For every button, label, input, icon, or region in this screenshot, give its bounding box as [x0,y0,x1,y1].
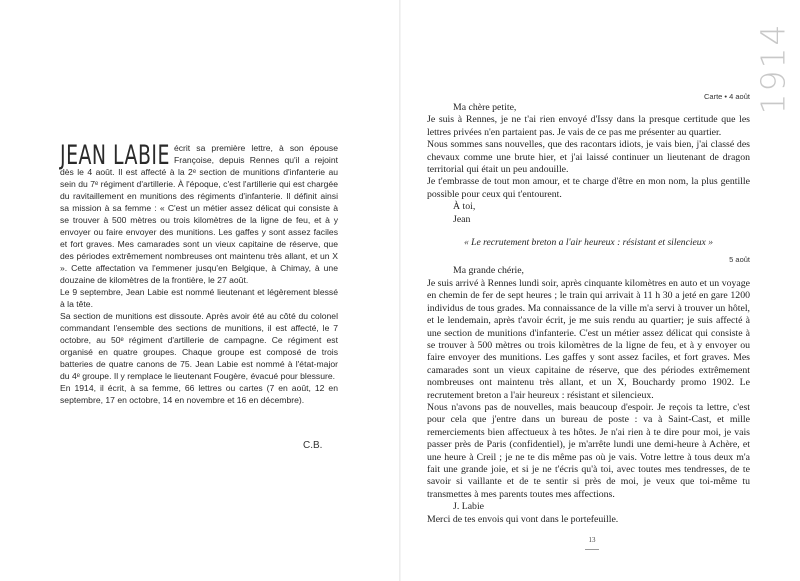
letter-postscript: Merci de tes envois qui vont dans le portefeuille. [427,513,619,525]
letter-closing: À toi, [453,201,476,213]
intro-paragraph [60,138,338,286]
letter-paragraph: Nous sommes sans nouvelles, que des racontars idiots, je vais bien, j'ai classé des chevaux comme une brute hier, et j'ai laissé continuer un lieutenant de dragon territorial qui était un peu andouille. [427,139,750,176]
letter-salutation: Ma grande chérie, [453,265,524,277]
intro-text: écrit sa première lettre, à son épouse Françoise, depuis Rennes qu'il a rejoint dès le 4 août. Il est affecté à la 2ᵉ section de munitions d'infanterie au sein du 7ᵉ régiment d'artillerie. À l'époque, c'est l'artillerie qui est chargée du ravitaillement en munitions des régiments d'infanterie. Il définit ainsi sa mission à sa femme : « C'est un métier assez délicat qui consiste à se trouver à 500 mètres ou trois kilomètres de la ligne de feu, et à y envoyer ou faire envoyer des munitions. Les gaffes y sont assez faciles et fort graves. Mes camarades sont un vieux capitaine de réserve, que des périodes extrêmement nombreuses ont maintenu très allant, et un X ». Cette affectation va l'emmener jusqu'en Belgique, à Chimay, à une douzaine de kilomètres de la frontière, le 27 août. [60,143,338,285]
letter-salutation: Ma chère petite, [453,102,517,113]
letter-paragraph: Je suis arrivé à Rennes lundi soir, après cinquante kilomètres en auto et un voyage en chemin de fer de sept heures ; le train qui arrivait à 11 h 30 a jeté en gare 1200 individus de tous grades. Ma connaissance de la ville m'a servi à trouver un hôtel, et le lendemain, après t'avoir écrit, je me suis rendu au quartier; je suis affecté à une section de munitions d'infanterie. C'est un métier assez délicat qui consiste à se trouver à 500 mètres ou trois kilomètres de la ligne de feu, et à y envoyer ou faire envoyer des munitions. Les gaffes y sont assez faciles, et fort graves. Mes camarades sont un vieux capitaine de réserve, que des périodes extrêmement nombreuses ont maintenu très allant, et un X, Bouchardy promo 1902. Le recrutement breton a l'air heureux : résistant et silencieux. [427,277,750,401]
author-initials: C.B. [303,440,323,451]
paragraph: En 1914, il écrit, à sa femme, 66 lettres ou cartes (7 en août, 12 en septembre, 17 en octobre, 14 en novembre et 16 en décembre). [60,383,338,405]
year-label: 1914 [753,22,793,115]
letter-dateline: Carte • 4 août [704,92,750,101]
letter-paragraph: Je t'embrasse de tout mon amour, et te charge d'être en mon nom, la plus gentille possible pour ceux qui t'entourent. [427,176,750,200]
letter-paragraph: Je suis à Rennes, je ne t'ai rien envoyé d'Issy dans la presque certitude que les lettres privées n'en partaient pas. Je vais de ce pas me présenter au quartier. [427,114,750,138]
pull-quote: « Le recrutement breton a l'air heureux : résistant et silencieux » [463,237,714,249]
letter-dateline: 5 août [729,255,750,265]
letter-paragraph: Nous n'avons pas de nouvelles, mais beaucoup d'espoir. Je reçois ta lettre, c'est pour cela que j'entre dans un bureau de poste : va à Saint-Cast, et mille remerciements bien affectueux à tes hôtes. Je n'ai rien à te dire pour moi, je vais passer près de Paris (confidentiel), je m'arrête lundi une demi-heure à Achère, et une heure à Creil ; je ne te dis même pas où je vais. Votre lettre à tous deux m'a fait une grande joie, et si je ne t'écris qu'à toi, avec toutes mes tendresses, de te savoir si vaillante et de te sentir si près de moi, je veux que toi-même tu transmettes à mes parents toutes mes affections. [427,401,750,500]
page-gutter [399,0,401,581]
person-name-heading: JEAN LABIE [60,140,170,171]
page-number: 13 [588,536,596,544]
year-marker [753,20,793,115]
left-page-text [60,138,338,406]
right-page-text [427,92,750,526]
paragraph: Sa section de munitions est dissoute. Après avoir été au côté du colonel commandant l'ensemble des sections de munitions, il est affecté, le 7 octobre, au 50ᵉ régiment d'artillerie de campagne. Ce régiment est organisé en quatre groupes. Chaque groupe est composé de trois batteries de quatre canons de 75. Jean Labie est nommé à l'état-major du 4ᵉ groupe. Il y remplace le lieutenant Fougère, évacué pour blessure. [60,311,338,381]
letter-signoff: J. Labie [453,501,485,513]
page-number-rule [585,549,599,550]
letter-signoff: Jean [453,213,471,225]
paragraph: Le 9 septembre, Jean Labie est nommé lieutenant et légèrement blessé à la tête. [60,287,338,309]
